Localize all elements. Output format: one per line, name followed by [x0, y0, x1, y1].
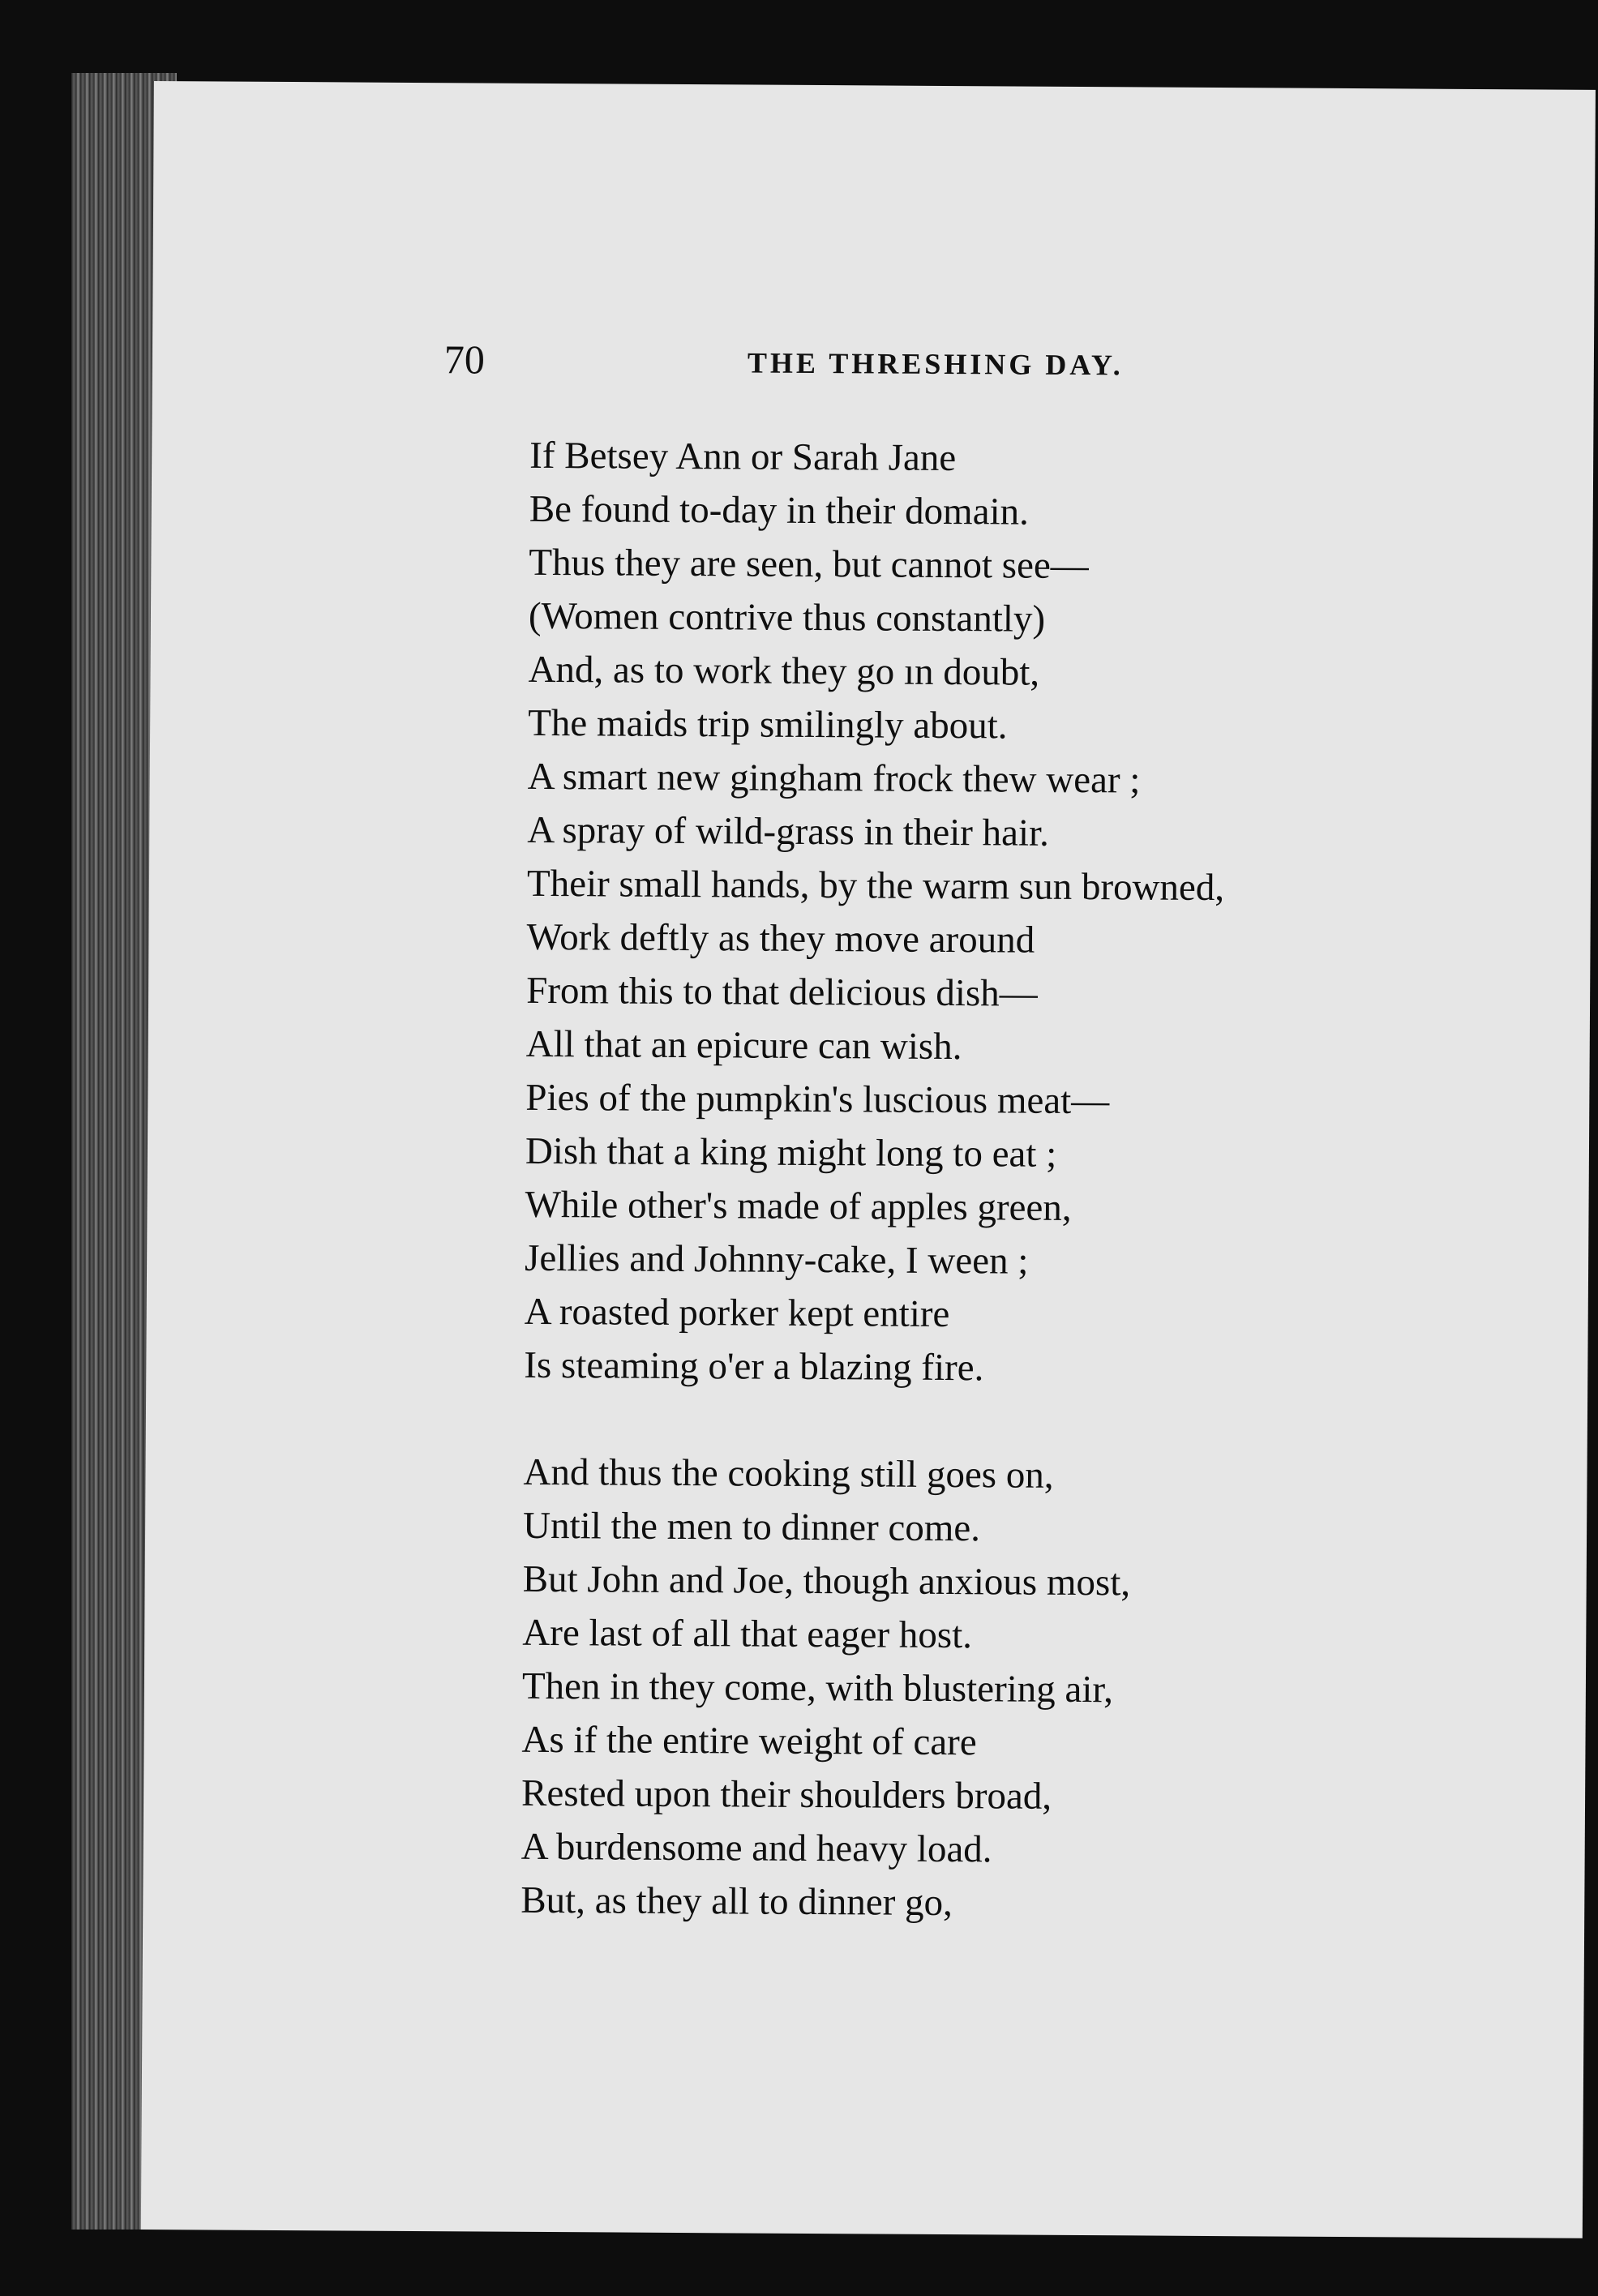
poem-line: Thus they are seen, but cannot see— — [529, 541, 1089, 588]
poem-body — [521, 429, 1502, 1933]
poem-line: The maids trip smilingly about. — [528, 701, 1008, 747]
poem-line: Until the men to dinner come. — [522, 1504, 981, 1550]
poem-line: Pies of the pumpkin's luscious meat— — [525, 1076, 1110, 1123]
poem-line: A roasted porker kept entire — [524, 1290, 950, 1336]
poem-line: Work deftly as they move around — [526, 915, 1035, 962]
poem-line: Are last of all that eager host. — [522, 1611, 973, 1657]
poem-line: As if the entire weight of care — [521, 1718, 977, 1764]
page-header — [152, 334, 1594, 408]
poem-line: (Women contrive thus constantly) — [528, 594, 1046, 640]
poem-line: All that an epicure can wish. — [525, 1022, 962, 1069]
book-page — [141, 81, 1596, 2238]
poem-line: Their small hands, by the warm sun browned, — [526, 862, 1225, 910]
poem-line: And thus the cooking still goes on, — [523, 1450, 1054, 1497]
poem-line: Rested upon their shoulders broad, — [521, 1771, 1052, 1818]
stanza-2 — [521, 1446, 1497, 1933]
page-number: 70 — [443, 336, 486, 383]
poem-line: Then in they come, with blustering air, — [521, 1664, 1114, 1711]
stanza-1 — [524, 429, 1502, 1398]
poem-line: A spray of wild-grass in their hair. — [527, 808, 1050, 855]
poem-line: Dish that a king might long to eat ; — [525, 1129, 1057, 1176]
poem-line: Be found to-day in their domain. — [529, 487, 1030, 533]
poem-line: But John and Joe, though anxious most, — [522, 1557, 1131, 1604]
poem-line: But, as they all to dinner go, — [521, 1878, 953, 1925]
poem-line: While other's made of apples green, — [525, 1183, 1072, 1229]
poem-line: A smart new gingham frock thew wear ; — [527, 755, 1141, 802]
poem-line: Jellies and Johnny-cake, I ween ; — [524, 1236, 1029, 1283]
poem-line: If Betsey Ann or Sarah Jane — [529, 434, 957, 480]
running-head: THE THRESHING DAY. — [747, 346, 1124, 382]
poem-line: A burdensome and heavy load. — [521, 1825, 992, 1871]
poem-line: And, as to work they go ın doubt, — [528, 648, 1040, 694]
poem-line: From this to that delicious dish— — [525, 969, 1038, 1015]
poem-line: Is steaming o'er a blazing fire. — [524, 1343, 984, 1390]
